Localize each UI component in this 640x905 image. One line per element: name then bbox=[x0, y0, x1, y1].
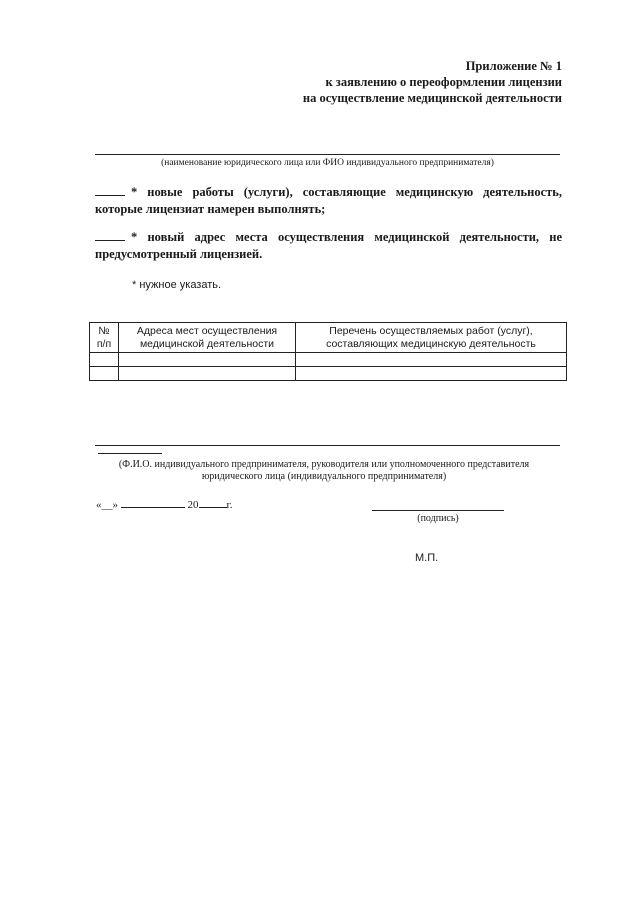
signature-field[interactable] bbox=[372, 510, 504, 511]
option-new-services bbox=[95, 184, 562, 218]
table-cell[interactable] bbox=[296, 353, 567, 367]
table-row bbox=[90, 367, 567, 381]
appendix-subtitle-1: к заявлению о переоформлении лицензии bbox=[325, 75, 562, 89]
column-header-services: Перечень осуществляемых работ (услуг), составляющих медицинскую деятельность bbox=[296, 323, 567, 353]
date-month-field[interactable] bbox=[121, 497, 185, 508]
table-cell[interactable] bbox=[90, 353, 119, 367]
org-name-field[interactable] bbox=[95, 154, 560, 155]
option-marker: * bbox=[131, 185, 138, 199]
date-year-field[interactable] bbox=[199, 497, 227, 508]
column-header-address: Адреса мест осуществления медицинской деятельности bbox=[119, 323, 296, 353]
signature-caption: (подпись) bbox=[417, 513, 459, 524]
date-open-quote: « bbox=[96, 499, 102, 511]
table-cell[interactable] bbox=[90, 367, 119, 381]
stamp-place: М.П. bbox=[415, 552, 439, 564]
footnote: * нужное указать. bbox=[132, 279, 222, 291]
option-new-services-text: новые работы (услуги), составляющие медицинскую деятельность, которые лицензиат намерен выполнять; bbox=[95, 185, 563, 216]
org-name-caption: (наименование юридического лица или ФИО индивидуального предпринимателя) bbox=[161, 158, 494, 168]
option-new-services-checkbox[interactable] bbox=[95, 184, 125, 196]
signer-caption: (Ф.И.О. индивидуального предпринимателя, руководителя или уполномоченного представителя юридического лица (индивидуального предпринимателя) bbox=[118, 459, 530, 482]
date-close-quote: » bbox=[112, 499, 118, 511]
date-day-field[interactable]: __ bbox=[101, 499, 113, 511]
table-cell[interactable] bbox=[119, 353, 296, 367]
activities-table bbox=[89, 322, 567, 381]
table-row bbox=[90, 353, 567, 367]
signer-name-field[interactable] bbox=[95, 445, 560, 446]
date-line bbox=[96, 497, 233, 511]
option-new-address bbox=[95, 229, 562, 263]
date-year-suffix: г. bbox=[226, 499, 233, 511]
table-cell[interactable] bbox=[296, 367, 567, 381]
signer-short-line bbox=[98, 453, 162, 454]
option-new-address-text: новый адрес места осуществления медицинской деятельности, не предусмотренный лицензией. bbox=[95, 230, 563, 261]
table-cell[interactable] bbox=[119, 367, 296, 381]
appendix-title: Приложение № 1 bbox=[465, 59, 562, 73]
option-marker: * bbox=[131, 230, 138, 244]
column-header-number: № п/п bbox=[90, 323, 119, 353]
table-header-row bbox=[90, 323, 567, 353]
date-year-prefix: 20 bbox=[187, 499, 199, 511]
appendix-subtitle-2: на осуществление медицинской деятельности bbox=[302, 91, 562, 105]
option-new-address-checkbox[interactable] bbox=[95, 229, 125, 241]
